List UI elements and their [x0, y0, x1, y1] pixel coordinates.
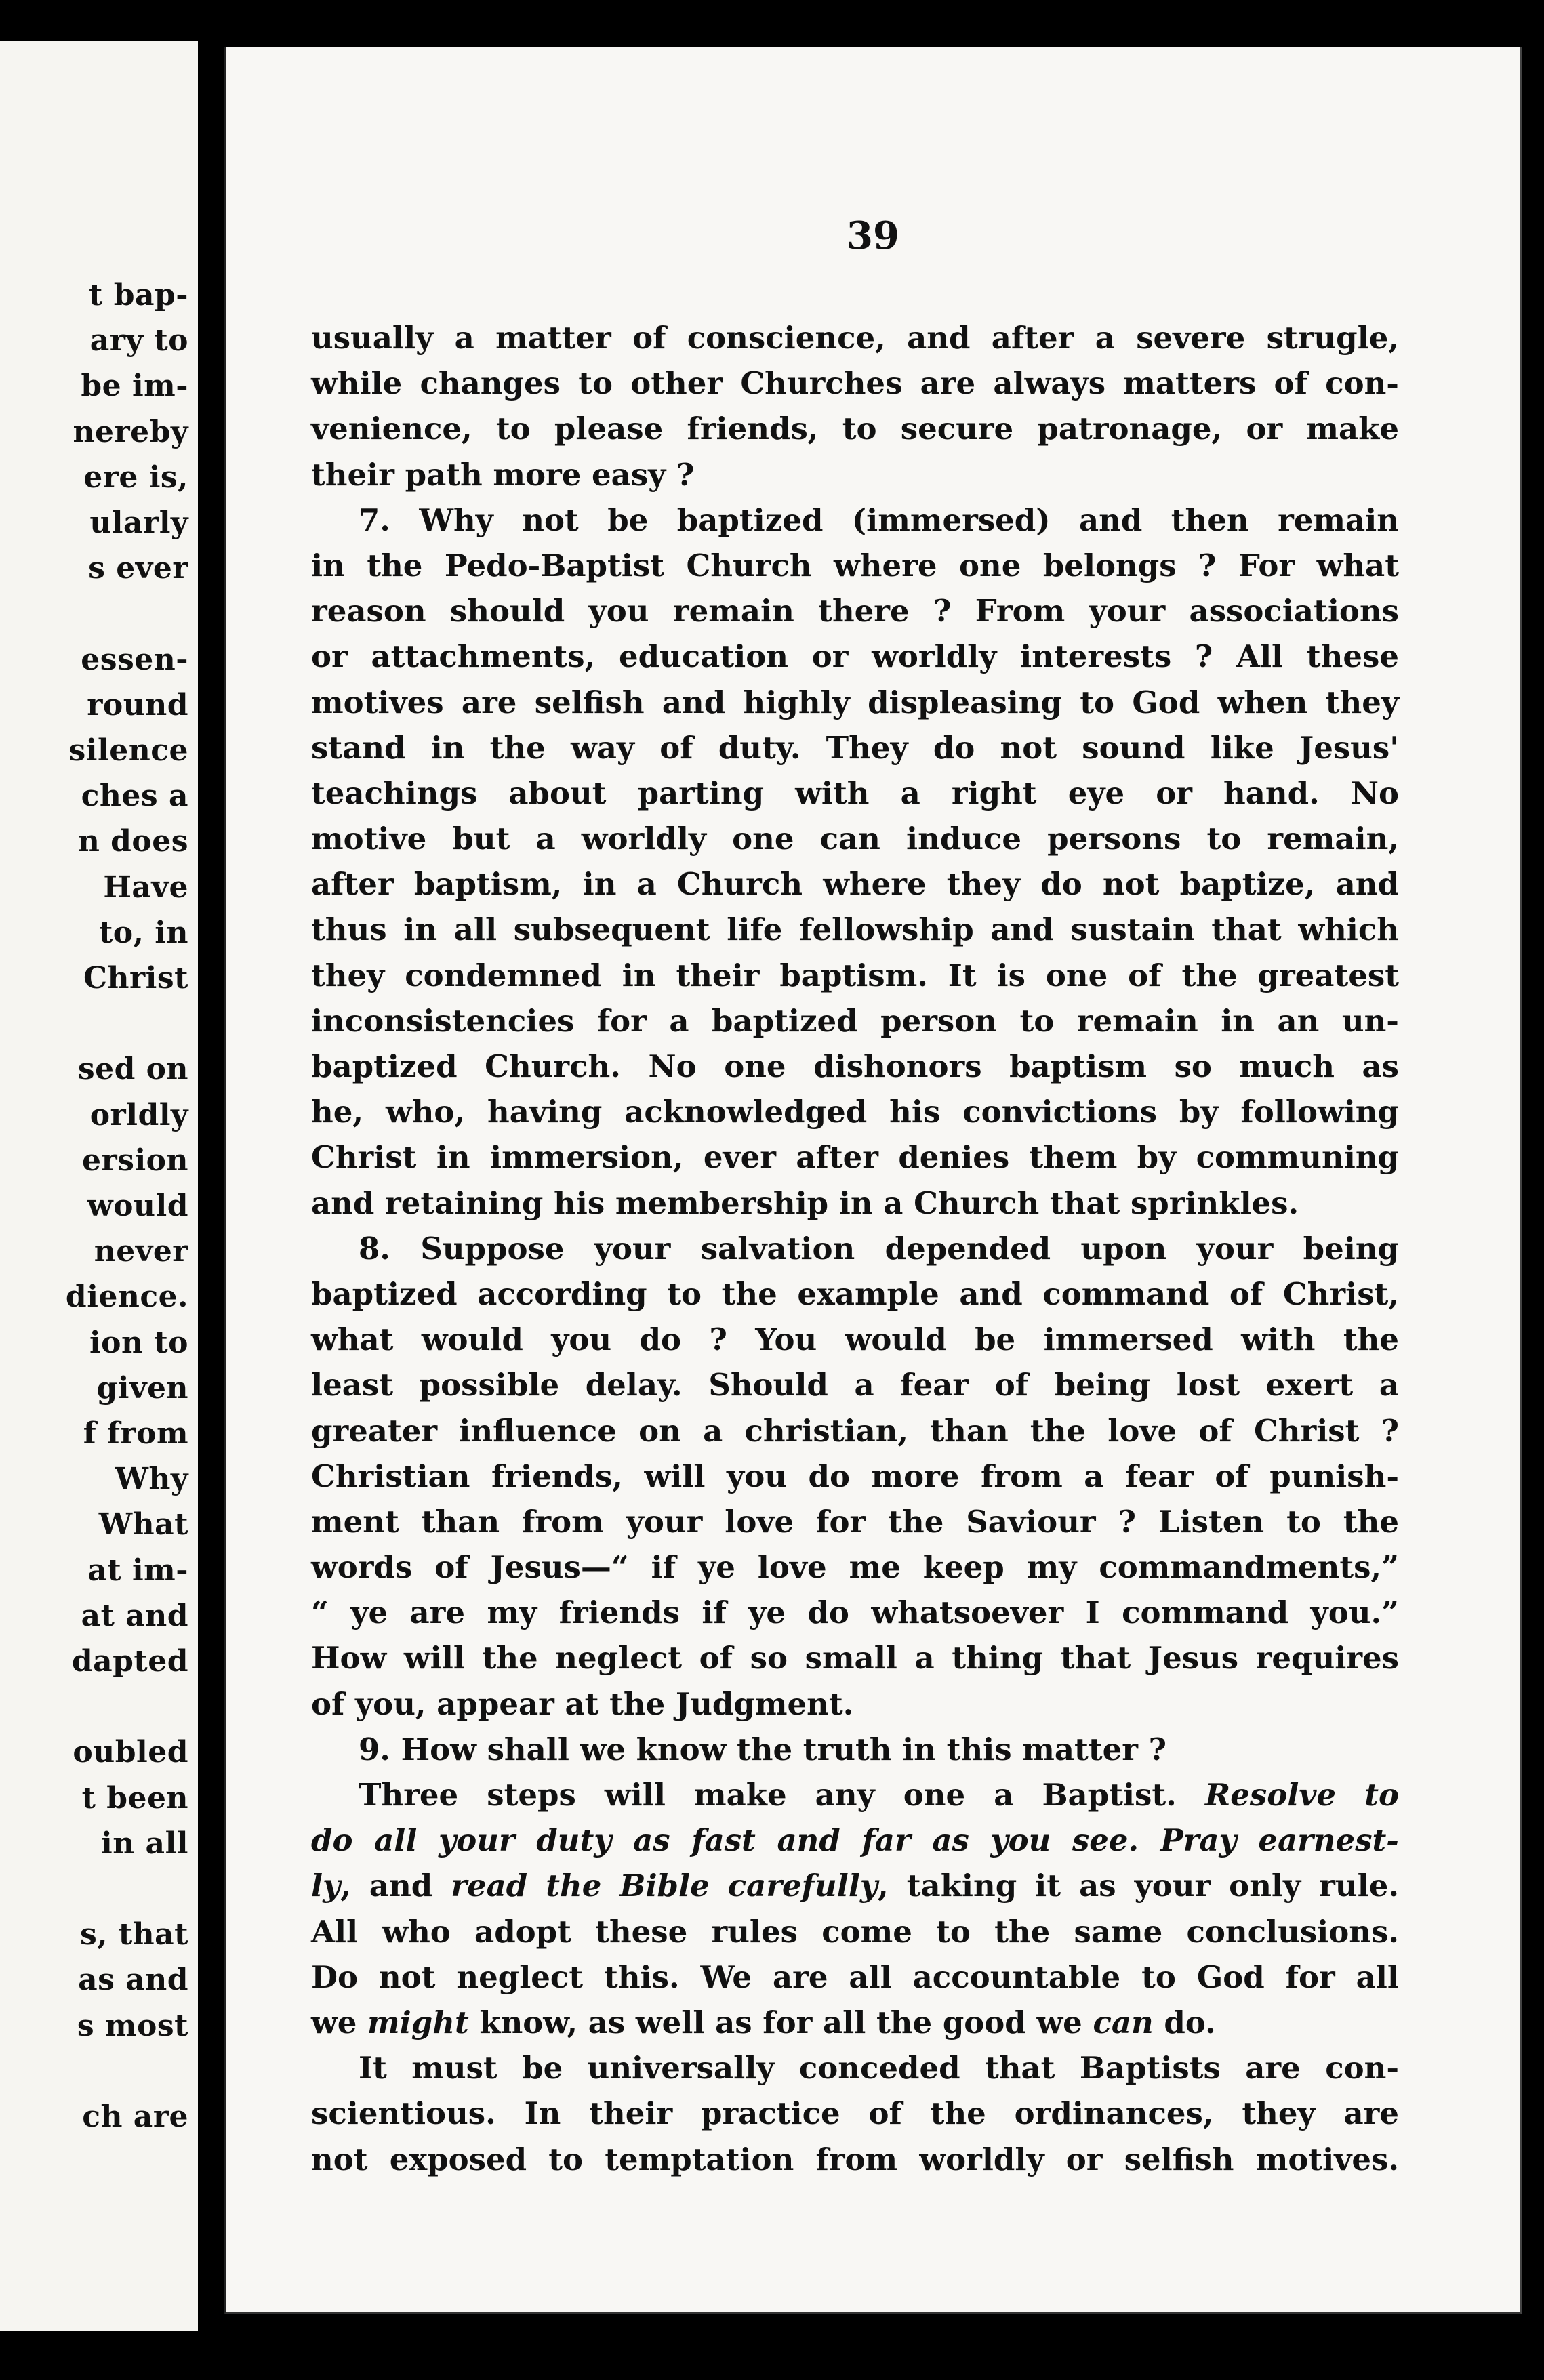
text-line — [311, 816, 1399, 861]
facing-page-line-fragment: ary to — [89, 323, 188, 358]
text-run: he, who, having acknowledged his convictions by following — [311, 1094, 1399, 1130]
text-line — [311, 2045, 1399, 2091]
text-line — [311, 1499, 1399, 1544]
text-line — [311, 1544, 1399, 1590]
text-run: reason should you remain there ? From your associations — [311, 593, 1399, 630]
text-line — [311, 907, 1399, 952]
text-run: Do not neglect this. We are all accountable to God for all — [311, 1958, 1399, 1995]
facing-page-line-fragment: t bap- — [89, 278, 188, 312]
text-line — [311, 315, 1399, 361]
facing-page-line-fragment: ersion — [82, 1143, 188, 1178]
text-line — [311, 1863, 1399, 1908]
text-line — [311, 1727, 1399, 1772]
facing-page-line-fragment: ches a — [81, 779, 188, 814]
facing-page-line-fragment: t been — [81, 1780, 188, 1815]
facing-page-line-fragment: round — [87, 687, 188, 722]
text-run: motives are selfish and highly displeasing to God when they — [311, 684, 1399, 720]
text-run: Three steps will make any one a Baptist. — [359, 1777, 1205, 1813]
text-run: inconsistencies for a baptized person to remain in an un- — [311, 1002, 1399, 1039]
text-line — [311, 1181, 1399, 1226]
text-run: of you, appear at the Judgment. — [311, 1685, 854, 1722]
text-run: we — [311, 2004, 368, 2040]
facing-page-line-fragment: essen- — [81, 642, 188, 677]
text-run: teachings about parting with a right eye or hand. No — [311, 775, 1399, 811]
text-run: Christian friends, will you do more from a fear of punish- — [311, 1458, 1399, 1494]
text-run: scientious. In their practice of the ordinances, they are — [311, 2095, 1399, 2132]
text-line — [311, 1271, 1399, 1317]
text-run: they condemned in their baptism. It is one of the greatest — [311, 957, 1399, 993]
facing-page-line-fragment: as and — [78, 1963, 188, 1998]
facing-page-line-fragment: ere is, — [83, 459, 188, 495]
facing-page-line-fragment: would — [87, 1189, 188, 1223]
text-line — [311, 543, 1399, 588]
facing-page-line-fragment: n does — [77, 824, 188, 859]
text-line — [311, 1362, 1399, 1408]
facing-page-line-fragment: Christ — [83, 961, 188, 996]
text-line — [311, 725, 1399, 771]
facing-page-line-fragment: to, in — [98, 915, 188, 950]
facing-page-line-fragment: dience. — [65, 1279, 188, 1315]
text-line — [311, 1089, 1399, 1134]
text-line — [311, 497, 1399, 543]
text-line — [311, 1681, 1399, 1727]
text-run: How will the neglect of so small a thing that Jesus requires — [311, 1640, 1399, 1677]
facing-page-line-fragment: nereby — [73, 414, 188, 449]
facing-page-line-fragment: ularly — [89, 506, 188, 540]
text-run: It must be universally conceded that Baptists are con- — [359, 2050, 1399, 2087]
facing-page-line-fragment: s ever — [88, 551, 188, 586]
text-run: baptized Church. No one dishonors baptism so much as — [311, 1048, 1399, 1084]
italic-text-run: might — [367, 2004, 469, 2040]
italic-text-run: do all your duty as fast and far as you see. Pray earnest- — [311, 1822, 1399, 1859]
italic-text-run: read the Bible carefully — [451, 1868, 878, 1904]
facing-page-line-fragment: Have — [103, 869, 188, 905]
facing-page-line-fragment: given — [96, 1370, 188, 1406]
facing-page-line-fragment: at im- — [87, 1553, 188, 1588]
text-run: or attachments, education or worldly interests ? All these — [311, 638, 1399, 675]
text-run: venience, to please friends, to secure patronage, or make — [311, 411, 1399, 447]
text-line — [311, 1134, 1399, 1180]
text-run: All who adopt these rules come to the same conclusions. — [311, 1913, 1399, 1950]
text-line — [311, 1590, 1399, 1635]
text-line — [311, 680, 1399, 725]
text-line — [311, 361, 1399, 406]
text-line — [311, 1818, 1399, 1863]
text-run: greater influence on a christian, than the love of Christ ? — [311, 1412, 1399, 1449]
text-line — [311, 1226, 1399, 1271]
text-run: least possible delay. Should a fear of being lost exert a — [311, 1367, 1399, 1403]
facing-page-line-fragment: dapted — [71, 1644, 188, 1679]
facing-page-line-fragment: at and — [81, 1598, 188, 1633]
text-line — [311, 1954, 1399, 2000]
italic-text-run: ly — [311, 1868, 341, 1904]
text-run: ment than from your love for the Saviour ? Listen to the — [311, 1503, 1399, 1540]
facing-page-line-fragment: never — [94, 1234, 188, 1269]
text-line — [311, 1408, 1399, 1454]
facing-page-line-fragment: f from — [83, 1416, 188, 1451]
text-line — [311, 861, 1399, 907]
text-line — [311, 2137, 1399, 2182]
italic-text-run: Resolve to — [1204, 1777, 1400, 1813]
text-run: in the Pedo-Baptist Church where one belongs ? For what — [311, 547, 1399, 583]
text-run: and retaining his membership in a Church that sprinkles. — [311, 1185, 1299, 1221]
text-run: words of Jesus—“ if ye love me keep my commandments,” — [311, 1549, 1399, 1586]
facing-page-line-fragment: s most — [77, 2008, 188, 2043]
facing-page-line-fragment: be im- — [81, 369, 188, 404]
text-run: not exposed to temptation from worldly or selfish motives. — [311, 2141, 1399, 2177]
text-line — [311, 1772, 1399, 1818]
text-line — [311, 1044, 1399, 1089]
text-line — [311, 1454, 1399, 1499]
facing-page-line-fragment: s, that — [79, 1917, 188, 1952]
text-run: baptized according to the example and command of Christ, — [311, 1275, 1399, 1312]
text-line — [311, 1317, 1399, 1362]
text-run: , taking it as your only rule. — [878, 1868, 1399, 1904]
text-line — [311, 634, 1399, 679]
text-run: 9. How shall we know the truth in this matter ? — [359, 1731, 1166, 1767]
text-run: thus in all subsequent life fellowship and sustain that which — [311, 911, 1399, 948]
text-run: their path more easy ? — [311, 456, 695, 493]
italic-text-run: can — [1093, 2004, 1154, 2040]
text-line — [311, 771, 1399, 816]
text-line — [311, 998, 1399, 1044]
book-page — [224, 47, 1522, 2314]
text-run: Christ in immersion, ever after denies them by communing — [311, 1139, 1399, 1176]
text-run: while changes to other Churches are always matters of con- — [311, 365, 1399, 402]
text-run: , and — [340, 1868, 451, 1904]
facing-page-line-fragment: ch are — [82, 2099, 188, 2134]
text-line — [311, 1909, 1399, 1954]
facing-page-line-fragment: sed on — [77, 1052, 188, 1087]
text-line — [311, 1635, 1399, 1681]
text-line — [311, 953, 1399, 998]
text-line — [311, 588, 1399, 634]
page-body — [311, 315, 1399, 2182]
text-line — [311, 2000, 1399, 2045]
text-line — [311, 2091, 1399, 2136]
page-number: 39 — [847, 213, 899, 258]
text-run: “ ye are my friends if ye do whatsoever I command you.” — [311, 1595, 1399, 1631]
text-run: 7. Why not be baptized (immersed) and then remain — [359, 501, 1399, 538]
text-line — [311, 406, 1399, 451]
text-run: 8. Suppose your salvation depended upon your being — [359, 1230, 1399, 1267]
text-run: do. — [1153, 2004, 1216, 2040]
facing-page-line-fragment: silence — [68, 733, 188, 768]
text-run: know, as well as for all the good we — [468, 2004, 1093, 2040]
facing-page-line-fragment: ion to — [89, 1325, 188, 1360]
facing-page-line-fragment: oubled — [73, 1735, 188, 1770]
facing-page-line-fragment: What — [98, 1507, 188, 1542]
text-run: what would you do ? You would be immersed with the — [311, 1321, 1399, 1358]
facing-page-line-fragment: Why — [115, 1462, 188, 1497]
facing-page-line-fragment: in all — [101, 1826, 188, 1861]
text-run: motive but a worldly one can induce persons to remain, — [311, 821, 1399, 857]
text-run: usually a matter of conscience, and after a severe strugle, — [311, 320, 1399, 356]
facing-page-line-fragment: orldly — [89, 1097, 188, 1132]
text-run: after baptism, in a Church where they do not baptize, and — [311, 866, 1399, 903]
text-run: stand in the way of duty. They do not sound like Jesus' — [311, 729, 1399, 766]
facing-page-fragment — [0, 41, 198, 2331]
text-line — [311, 452, 1399, 497]
